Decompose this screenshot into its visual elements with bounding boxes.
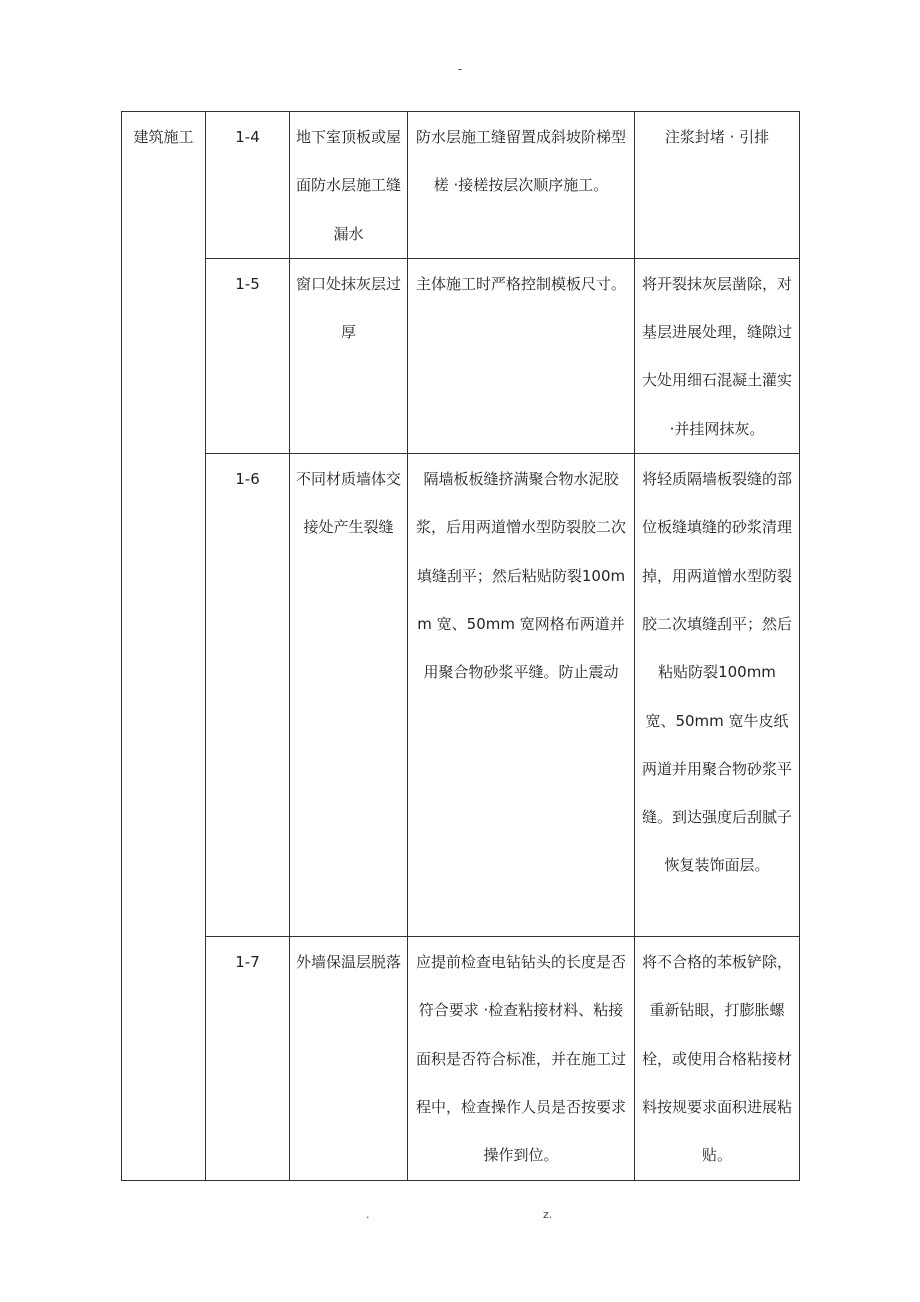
prevention-cell: 主体施工时严格控制模板尺寸。 <box>408 258 635 453</box>
page-header-mark: - <box>457 62 463 76</box>
problem-cell: 地下室顶板或屋面防水层施工缝漏水 <box>290 112 408 259</box>
page-footer-right: z. <box>543 1208 553 1221</box>
quality-issue-table <box>121 111 800 1181</box>
treatment-cell: 注浆封堵 · 引排 <box>635 112 800 259</box>
page-footer-left: . <box>366 1208 370 1221</box>
table-row <box>122 454 800 937</box>
prevention-cell: 隔墙板板缝挤满聚合物水泥胶浆，后用两道憎水型防裂胶二次填缝刮平；然后粘贴防裂100mm 宽、50mm 宽网格布两道并用聚合物砂浆平缝。防止震动 <box>408 454 635 937</box>
item-code: 1-4 <box>206 112 290 259</box>
prevention-cell: 防水层施工缝留置成斜坡阶梯型槎 ·接槎按层次顺序施工。 <box>408 112 635 259</box>
category-cell: 建筑施工 <box>122 112 206 1181</box>
table-row <box>122 937 800 1180</box>
treatment-cell: 将不合格的苯板铲除，重新钻眼，打膨胀螺栓，或使用合格粘接材料按规要求面积进展粘贴。 <box>635 937 800 1180</box>
prevention-cell: 应提前检查电钻钻头的长度是否符合要求 ·检查粘接材料、粘接面积是否符合标准，并在施工过程中，检查操作人员是否按要求操作到位。 <box>408 937 635 1180</box>
item-code: 1-6 <box>206 454 290 937</box>
problem-cell: 窗口处抹灰层过厚 <box>290 258 408 453</box>
problem-cell: 外墙保温层脱落 <box>290 937 408 1180</box>
treatment-cell: 将轻质隔墙板裂缝的部位板缝填缝的砂浆清理掉，用两道憎水型防裂胶二次填缝刮平；然后粘贴防裂100mm 宽、50mm 宽牛皮纸两道并用聚合物砂浆平缝。到达强度后刮腻子恢复装饰面层。 <box>635 454 800 937</box>
item-code: 1-5 <box>206 258 290 453</box>
problem-cell: 不同材质墙体交接处产生裂缝 <box>290 454 408 937</box>
table-row <box>122 112 800 259</box>
item-code: 1-7 <box>206 937 290 1180</box>
table-row <box>122 258 800 453</box>
treatment-cell: 将开裂抹灰层凿除，对基层进展处理，缝隙过大处用细石混凝土灌实 ·并挂网抹灰。 <box>635 258 800 453</box>
